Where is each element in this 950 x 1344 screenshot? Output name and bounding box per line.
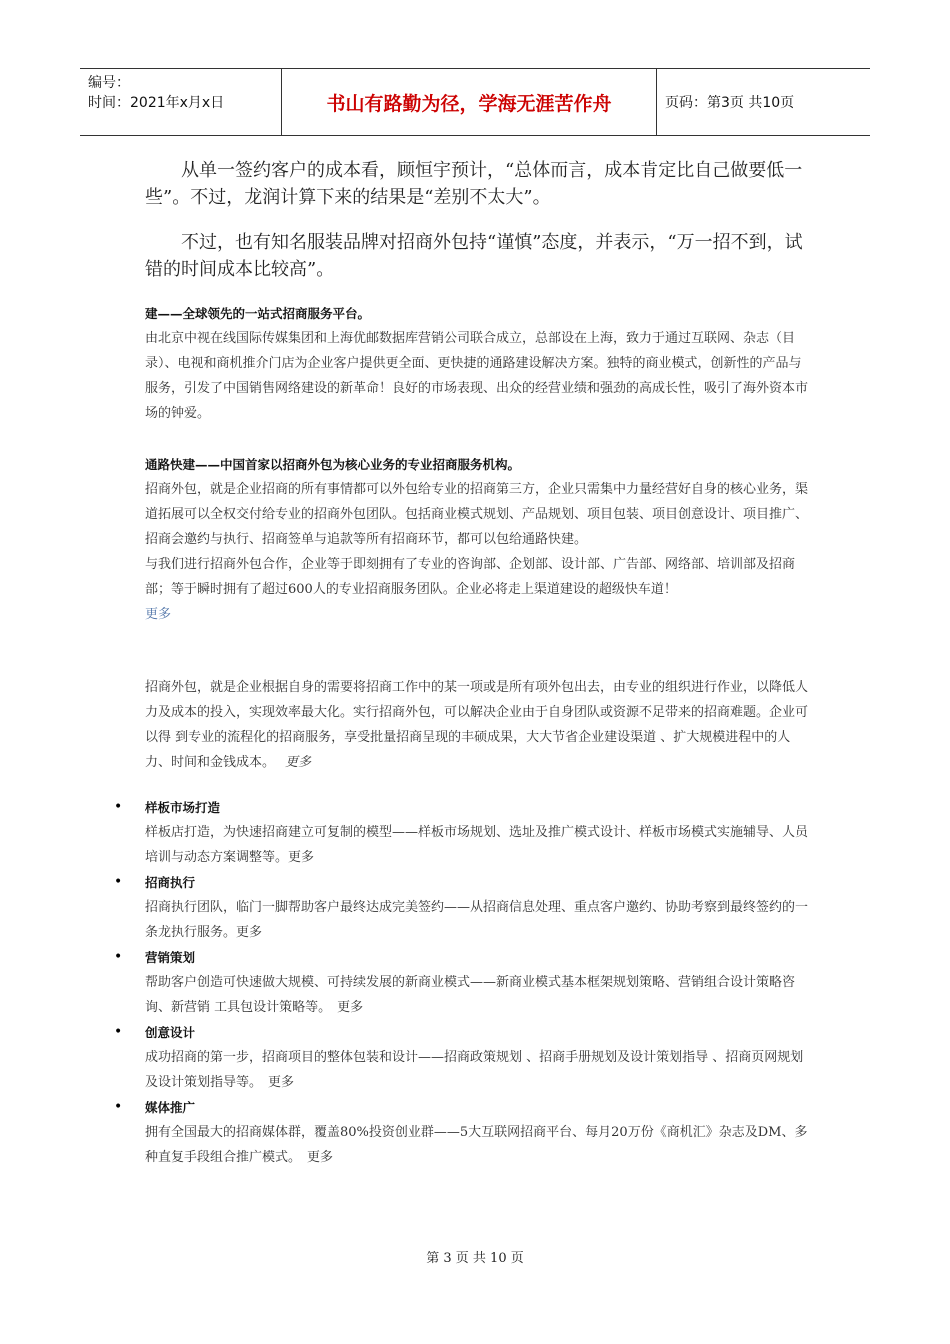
page-header (80, 68, 870, 136)
list-item (112, 795, 812, 870)
list-item-title: 招商执行 (145, 875, 196, 890)
list-item (112, 870, 812, 945)
more-link[interactable]: 更多 (337, 1000, 364, 1015)
list-item-desc: 成功招商的第一步，招商项目的整体包装和设计——招商政策规划 、招商手册规划及设计策划指导 、招商页网规划及设计策划指导等。 (145, 1050, 804, 1090)
section-platform (145, 302, 813, 426)
list-item-text (145, 1120, 812, 1170)
list-item-desc: 样板店打造，为快速招商建立可复制的模型——样板市场规划、选址及推广模式设计、样板市场模式实施辅导、人员培训与动态方案调整等。 (145, 825, 809, 865)
list-item-title: 创意设计 (145, 1025, 196, 1040)
paragraph-caution: 不过，也有知名服装品牌对招商外包持“谨慎”态度，并表示，“万一招不到，试错的时间成本比较高”。 (145, 232, 803, 280)
list-item-desc: 拥有全国最大的招商媒体群，覆盖80%投资创业群——5大互联网招商平台、每月20万份《商机汇》杂志及DM、多种直复手段组合推广模式。 (145, 1125, 808, 1165)
service-list (112, 795, 812, 1170)
time-label: 时间：2021年x月x日 (88, 95, 225, 111)
number-label: 编号： (88, 75, 130, 91)
header-meta (80, 69, 282, 135)
section-outsourcing (145, 675, 813, 775)
section-channel (145, 453, 813, 627)
list-item (112, 1020, 812, 1095)
section-body: 招商外包，就是企业招商的所有事情都可以外包给专业的招商第三方，企业只需集中力量经营好自身的核心业务，渠道拓展可以全权交付给专业的招商外包团队。包括商业模式规划、产品规划、项目包装、项目创意设计、项目推广、招商会邀约与执行、招商签单与追款等所有招商环节，都可以包给通路快建。 (145, 482, 809, 547)
section-body-text: 招商外包，就是企业根据自身的需要将招商工作中的某一项或是所有项外包出去，由专业的组织进行作业，以降低人力及成本的投入，实现效率最大化。实行招商外包，可以解决企业由于自身团队或资源不足带来的招商难题。企业可以得 到专业的流程化的招商服务，享受批量招商呈现的丰硕成果，大大节省企业建设渠道 、扩大规模进程中的人力、时间和金钱成本。 (145, 680, 809, 770)
list-item-title: 样板市场打造 (145, 800, 221, 815)
section-title: 建——全球领先的一站式招商服务平台。 (145, 306, 371, 321)
more-link[interactable]: 更多 (288, 850, 315, 865)
section-body: 由北京中视在线国际传媒集团和上海优邮数据库营销公司联合成立，总部设在上海，致力于通过互联网、杂志（目录）、电视和商机推介门店为企业客户提供更全面、更快捷的通路建设解决方案。独特的商业模式，创新性的产品与服务，引发了中国销售网络建设的新革命！良好的市场表现、出众的经营业绩和强劲的高成长性，吸引了海外资本市场的钟爱。 (145, 331, 809, 421)
bullet-icon: • (114, 1099, 123, 1115)
list-item-text (145, 970, 812, 1020)
more-link[interactable]: 更多 (145, 607, 172, 622)
header-page-label: 页码：第3页 共10页 (665, 95, 795, 111)
more-link[interactable]: 更多 (285, 755, 312, 770)
more-link[interactable]: 更多 (236, 925, 263, 940)
section-body (145, 675, 813, 775)
section-body: 与我们进行招商外包合作，企业等于即刻拥有了专业的咨询部、企划部、设计部、广告部、网络部、培训部及招商部；等于瞬时拥有了超过600人的专业招商服务团队。企业必将走上渠道建设的超级快车道！ (145, 557, 796, 597)
bullet-icon: • (114, 1024, 123, 1040)
paragraph-cost: 从单一签约客户的成本看，顾恒宇预计，“总体而言，成本肯定比自己做要低一些”。不过，龙润计算下来的结果是“差别不太大”。 (145, 160, 803, 208)
list-item (112, 1095, 812, 1170)
list-item-text (145, 895, 812, 945)
section-title: 通路快建——中国首家以招商外包为核心业务的专业招商服务机构。 (145, 457, 521, 472)
list-item-title: 营销策划 (145, 950, 196, 965)
bullet-icon: • (114, 874, 123, 890)
header-motto: 书山有路勤为径，学海无涯苦作舟 (282, 69, 657, 135)
list-item-desc: 帮助客户创造可快速做大规模、可持续发展的新商业模式——新商业模式基本框架规划策略、营销组合设计策略咨询、新营销 工具包设计策略等。 (145, 975, 796, 1015)
bullet-icon: • (114, 799, 123, 815)
list-item-text (145, 820, 812, 870)
list-item (112, 945, 812, 1020)
more-link[interactable]: 更多 (307, 1150, 334, 1165)
list-item-text (145, 1045, 812, 1095)
list-item-desc: 招商执行团队，临门一脚帮助客户最终达成完美签约——从招商信息处理、重点客户邀约、协助考察到最终签约的一条龙执行服务。 (145, 900, 809, 940)
more-link[interactable]: 更多 (268, 1075, 295, 1090)
bullet-icon: • (114, 949, 123, 965)
page-footer: 第 3 页 共 10 页 (426, 1251, 524, 1266)
list-item-title: 媒体推广 (145, 1100, 196, 1115)
